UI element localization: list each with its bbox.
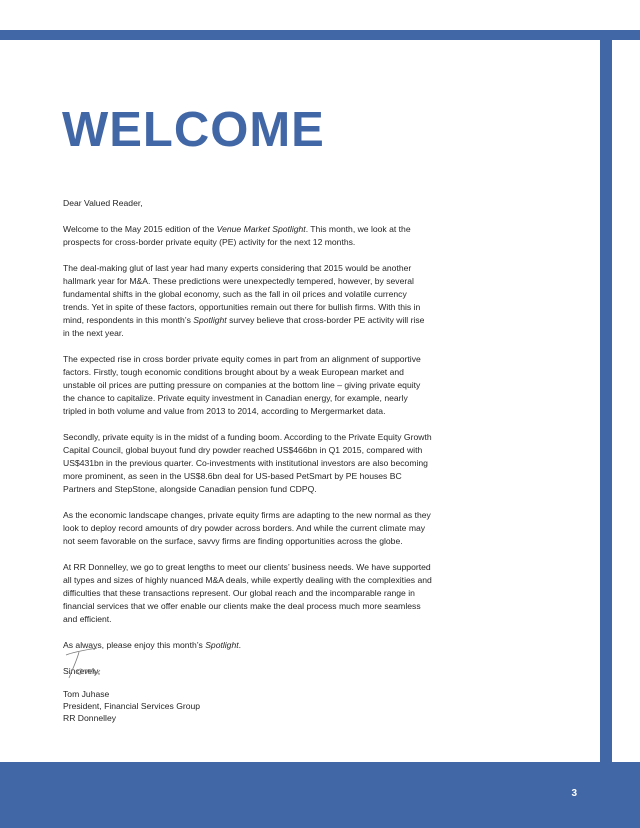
paragraph-funding: Secondly, private equity is in the midst of a funding boom. According to the Private Equity Growth Capital Council, global buyout fund dry powder reached US$466bn in Q1 2015, compared with US$431bn in the previous quarter. Co-investments with institutional investors are also becoming more prominent, as seen in the US$8.6bn deal for US-based PetSmart by PE houses BC Partners and StepStone, alongside Canadian pension fund CDPQ. — [63, 432, 432, 494]
signature-block — [63, 688, 200, 724]
salutation: Dear Valued Reader, — [63, 198, 143, 208]
paragraph-enjoy — [63, 639, 433, 652]
paragraph-intro — [63, 223, 433, 249]
bottom-footer-band — [0, 762, 640, 828]
publication-title: Spotlight — [193, 315, 227, 325]
right-margin — [612, 40, 640, 770]
text-run: The deal-making glut of last year had many experts considering that 2015 would be another hallmark year for M&A. These predictions were unexpectedly tempered, however, by several fundamental shifts in the global economy, such as the fall in oil prices and volatile currency trends. Yet in spite of these factors, opportunities remain out there for bullish firms. With this in mind, respondents in this month’s — [63, 263, 421, 325]
publication-title: Venue Market Spotlight — [216, 224, 306, 234]
letter-body — [63, 197, 433, 691]
publication-title: Spotlight — [205, 640, 239, 650]
page-title: WELCOME — [62, 103, 325, 157]
right-border-bar — [600, 30, 612, 770]
paragraph-market — [63, 262, 433, 340]
paragraph-landscape: As the economic landscape changes, private equity firms are adapting to the new normal as they look to deploy record amounts of dry powder across borders. And while the current climate may not seem favorable on the surface, savvy firms are finding opportunities across the globe. — [63, 510, 431, 546]
text-run: . — [238, 640, 242, 650]
text-run: As always, please enjoy this month’s — [63, 640, 206, 650]
top-border-bar — [0, 30, 640, 40]
handwritten-signature — [63, 646, 103, 682]
text-run: survey believe that cross-border PE activity will rise in the next year. — [63, 315, 425, 338]
paragraph-factors: The expected rise in cross border private equity comes in part from an alignment of supportive factors. Firstly, tough economic conditions brought about by a weak European market and unstable oil prices are putting pressure on companies at the bottom line – giving private equity the chance to capitalize. Private equity investment in Canadian energy, for example, nearly tripled in both volume and value from 2013 to 2014, according to Mergermarket data. — [63, 354, 421, 416]
signer-title: President, Financial Services Group — [63, 701, 201, 711]
text-run: Welcome to the May 2015 edition of the — [63, 224, 217, 234]
signer-company: RR Donnelley — [63, 713, 117, 723]
page-number: 3 — [571, 788, 577, 799]
paragraph-rrd: At RR Donnelley, we go to great lengths to meet our clients’ business needs. We have supported all types and sizes of highly nuanced M&A deals, while expertly dealing with the complexities and difficulties that these transactions represent. Our global reach and the incomparable range in financial services that we offer enable our clients make the deal process much more seamless and efficient. — [63, 562, 432, 624]
closing: Sincerely, — [63, 666, 101, 676]
text-run: . This month, we look at the prospects for cross-border private equity (PE) activity for the next 12 months. — [63, 224, 411, 247]
signer-name: Tom Juhase — [63, 689, 110, 699]
